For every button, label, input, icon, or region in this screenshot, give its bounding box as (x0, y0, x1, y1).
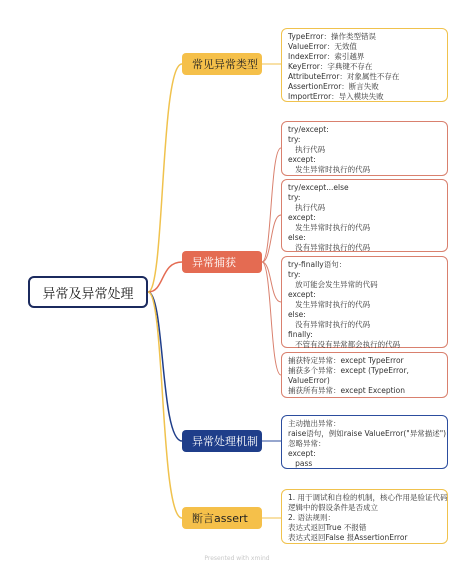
detail-line: 不管有没有异常都会执行的代码 (288, 340, 401, 349)
detail-line: raise语句，例如raise ValueError("异常描述") (288, 429, 447, 438)
category-label: 断言assert (192, 512, 248, 525)
root-node[interactable] (28, 276, 148, 308)
detail-line: except: (288, 155, 316, 164)
category-label: 常见异常类型 (192, 58, 258, 71)
detail-box-catch-types[interactable] (281, 352, 448, 398)
detail-line: 逻辑中的假设条件是否成立 (288, 503, 378, 512)
detail-line: try/except: (288, 125, 329, 134)
detail-line: 发生异常时执行的代码 (288, 165, 371, 174)
detail-box-assert[interactable] (281, 489, 448, 544)
detail-line: try: (288, 270, 301, 279)
footer-watermark: Presented with xmind (204, 555, 270, 562)
detail-line: else: (288, 233, 306, 242)
detail-line: 忽略异常： (288, 439, 326, 448)
detail-box-try-finally[interactable] (281, 256, 448, 348)
detail-box-try-except-else[interactable] (281, 179, 448, 252)
detail-box-exceptions[interactable] (281, 28, 448, 102)
detail-line: IndexError：索引越界 (288, 52, 365, 61)
detail-line: AssertionError：断言失败 (288, 82, 379, 91)
category-common-exceptions[interactable] (182, 53, 262, 75)
detail-line: 表达式返回True 不报错 (288, 523, 367, 532)
detail-line: 捕获多个异常：except (TypeError, (288, 366, 409, 375)
detail-line: except: (288, 290, 316, 299)
detail-line: 1. 用于调试和自检的机制，核心作用是验证代码 (288, 493, 448, 502)
detail-line: else: (288, 310, 306, 319)
detail-line: 没有异常时执行的代码 (288, 320, 371, 329)
detail-line: 发生异常时执行的代码 (288, 223, 371, 232)
detail-line: 没有异常时执行的代码 (288, 243, 371, 252)
detail-line: 表达式返回False 报AssertionError (288, 533, 408, 542)
detail-line: try-finally语句： (288, 260, 347, 269)
category-exception-catching[interactable] (182, 251, 262, 273)
category-label: 异常捕获 (192, 256, 236, 269)
detail-line: ValueError) (288, 376, 330, 385)
detail-line: try/except...else (288, 183, 349, 192)
detail-line: ValueError：无效值 (288, 42, 357, 51)
category-label: 异常处理机制 (192, 435, 258, 448)
detail-line: pass (288, 459, 313, 468)
detail-line: 主动抛出异常： (288, 419, 341, 428)
detail-line: try: (288, 135, 301, 144)
detail-line: TypeError：操作类型错误 (288, 32, 377, 41)
detail-line: 捕获特定异常：except TypeError (288, 356, 404, 365)
detail-box-try-except[interactable] (281, 121, 448, 176)
detail-box-mechanism[interactable] (281, 415, 448, 469)
detail-line: 发生异常时执行的代码 (288, 300, 371, 309)
detail-line: AttributeError：对象属性不存在 (288, 72, 400, 81)
detail-line: try: (288, 193, 301, 202)
category-exception-mechanism[interactable] (182, 430, 262, 452)
detail-line: ImportError：导入模块失败 (288, 92, 384, 101)
root-node-label: 异常及异常处理 (42, 286, 134, 302)
category-assert[interactable] (182, 507, 262, 529)
detail-line: 捕获所有异常：except Exception (288, 386, 406, 395)
detail-line: except: (288, 213, 316, 222)
detail-line: 执行代码 (288, 203, 326, 212)
detail-line: KeyError：字典键不存在 (288, 62, 373, 71)
detail-line: 2. 语法规则： (288, 513, 336, 522)
detail-line: 执行代码 (288, 145, 326, 154)
detail-line: finally: (288, 330, 313, 339)
detail-line: except: (288, 449, 316, 458)
detail-line: 放可能会发生异常的代码 (288, 280, 378, 289)
